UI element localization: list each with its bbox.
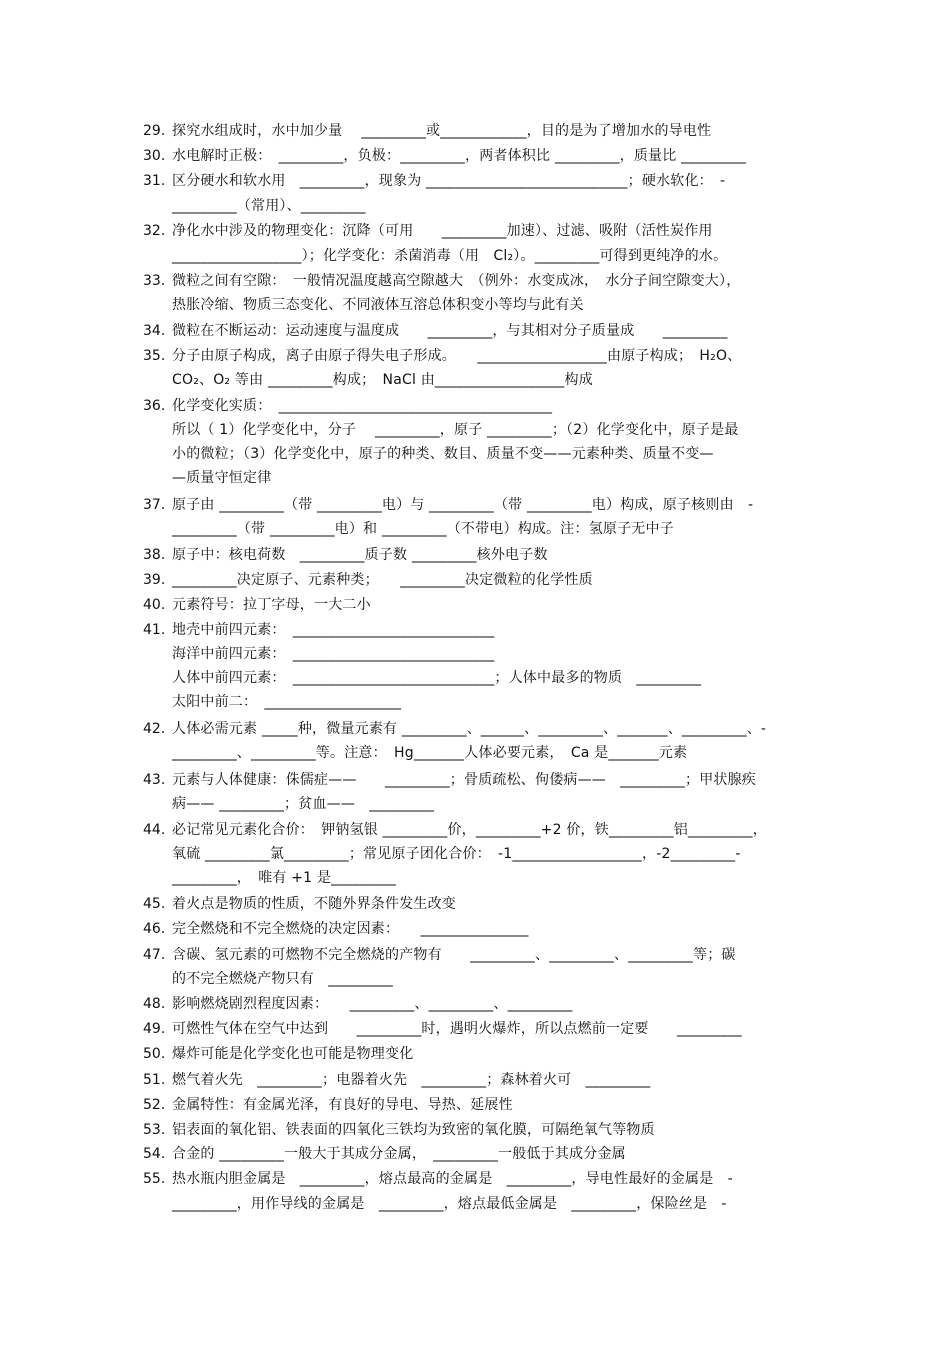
item-number: 33.	[143, 273, 166, 289]
item-text-line: 原子由 _________（带 _________电）与 _________（带 _________电）构成，原子核则由 -	[172, 497, 754, 513]
item-text-line: 人体中前四元素： ____________________________；人体中最多的物质 _________	[172, 670, 702, 686]
item-number: 32.	[143, 223, 166, 239]
item-text-line: 必记常见元素化合价： 钾钠氢银 _________价，_________+2 价，铁_________铝_________，	[172, 822, 767, 838]
item-number: 50.	[143, 1046, 166, 1062]
item-number: 35.	[143, 348, 166, 364]
item-text-line: 燃气着火先 _________；电器着火先 _________；森林着火可 _________	[172, 1072, 651, 1088]
item-text-line: _________（带 _________电）和 _________（不带电）构成。注：氢原子无中子	[172, 521, 674, 537]
item-text-line: _________（常用）、_________	[172, 198, 366, 214]
item-text-line: 分子由原子构成，离子由原子得失电子形成。 __________________由原子构成； H₂O、	[172, 348, 742, 364]
item-text-line: 净化水中涉及的物理变化：沉降（可用 _________加速）、过滤、吸附（活性炭作用	[172, 223, 713, 239]
item-text-line: 可燃性气体在空气中达到 _________时，遇明火爆炸，所以点燃前一定要 _________	[172, 1021, 742, 1037]
item-number: 45.	[143, 896, 166, 912]
item-text-line: 微粒在不断运动：运动速度与温度成 _________，与其相对分子质量成 _________	[172, 323, 728, 339]
item-text-line: 爆炸可能是化学变化也可能是物理变化	[172, 1046, 414, 1062]
item-number: 44.	[143, 822, 166, 838]
item-number: 37.	[143, 497, 166, 513]
item-number: 46.	[143, 921, 166, 937]
item-number: 34.	[143, 323, 166, 339]
item-number: 39.	[143, 572, 166, 588]
item-text-line: _________决定原子、元素种类； _________决定微粒的化学性质	[172, 572, 593, 588]
item-text-line: 水电解时正极： _________，负极：_________，两者体积比 _________，质量比 _________	[172, 148, 746, 164]
item-text-line: 人体必需元素 _____种，微量元素有 _________、______、_________、_______、_________、-	[172, 721, 767, 737]
item-number: 41.	[143, 622, 166, 638]
item-number: 31.	[143, 173, 166, 189]
item-text-line: 微粒之间有空隙： 一般情况温度越高空隙越大 （例外：水变成冰， 水分子间空隙变大），	[172, 273, 741, 289]
item-text-line: 原子中：核电荷数 _________质子数 _________核外电子数	[172, 547, 548, 563]
item-text-line: __________________）；化学变化：杀菌消毒（用 Cl₂）。_________可得到更纯净的水。	[172, 248, 728, 264]
item-text-line: 金属特性：有金属光泽，有良好的导电、导热、延展性	[172, 1097, 513, 1113]
item-number: 53.	[143, 1122, 166, 1138]
item-number: 51.	[143, 1072, 166, 1088]
item-number: 43.	[143, 772, 166, 788]
item-text-line: 热胀冷缩、物质三态变化、不同液体互溶总体积变小等均与此有关	[172, 297, 584, 313]
item-number: 38.	[143, 547, 166, 563]
item-text-line: _________， 唯有 +1 是_________	[172, 870, 396, 886]
item-text-line: 着火点是物质的性质，不随外界条件发生改变	[172, 896, 456, 912]
item-number: 48.	[143, 996, 166, 1012]
item-text-line: 地壳中前四元素： ____________________________	[172, 622, 495, 638]
item-text-line: _________，用作导线的金属是 _________，熔点最低金属是 _________，保险丝是 -	[172, 1196, 727, 1212]
item-text-line: 含碳、氢元素的可燃物不完全燃烧的产物有 _________、_________、_________等；碳	[172, 947, 736, 963]
item-number: 47.	[143, 947, 166, 963]
item-number: 42.	[143, 721, 166, 737]
item-text-line: 区分硬水和软水用 _________，现象为 ____________________________；硬水软化： -	[172, 173, 726, 189]
item-text-line: 病—— _________；贫血—— _________	[172, 796, 435, 812]
item-text-line: 氧硫 _________氯_________；常见原子团化合价： -1__________________，-2_________-	[172, 846, 741, 862]
item-text-line: 铝表面的氧化铝、铁表面的四氧化三铁均为致密的氧化膜，可隔绝氧气等物质	[172, 1122, 655, 1138]
item-number: 40.	[143, 597, 166, 613]
item-number: 52.	[143, 1097, 166, 1113]
item-text-line: 影响燃烧剧烈程度因素： _________、_________、_________	[172, 996, 573, 1012]
item-number: 55.	[143, 1171, 166, 1187]
item-text-line: 的不完全燃烧产物只有 _________	[172, 971, 393, 987]
item-text-line: 太阳中前二： ___________________	[172, 694, 402, 710]
item-number: 54.	[143, 1146, 166, 1162]
item-text-line: 元素符号：拉丁字母，一大二小	[172, 597, 371, 613]
item-text-line: 小的微粒；（3）化学变化中，原子的种类、数目、质量不变——元素种类、质量不变—	[172, 446, 714, 462]
item-text-line: 元素与人体健康：侏儒症—— _________；骨质疏松、佝偻病—— _________；甲状腺疾	[172, 772, 756, 788]
item-text-line: 海洋中前四元素： ____________________________	[172, 646, 495, 662]
item-number: 29.	[143, 123, 166, 139]
item-text-line: 热水瓶内胆金属是 _________，熔点最高的金属是 _________，导电性最好的金属是 -	[172, 1171, 733, 1187]
item-text-line: CO₂、O₂ 等由 _________构成； NaCl 由__________________构成	[172, 372, 593, 388]
item-text-line: —质量守恒定律	[172, 470, 272, 486]
item-text-line: 所以（ 1）化学变化中，分子 _________，原子 _________；（2）化学变化中，原子是最	[172, 422, 739, 438]
item-number: 49.	[143, 1021, 166, 1037]
item-number: 36.	[143, 398, 166, 414]
item-text-line: 探究水组成时，水中加少量 _________或____________，目的是为了增加水的导电性	[172, 123, 712, 139]
item-text-line: _________、_________等。注意： Hg_______人体必要元素， Ca 是_______元素	[172, 745, 688, 761]
item-number: 30.	[143, 148, 166, 164]
item-text-line: 合金的 _________一般大于其成分金属， _________一般低于其成分金属	[172, 1146, 626, 1162]
item-text-line: 完全燃烧和不完全燃烧的决定因素： _______________	[172, 921, 529, 937]
item-text-line: 化学变化实质： ______________________________________	[172, 398, 553, 414]
